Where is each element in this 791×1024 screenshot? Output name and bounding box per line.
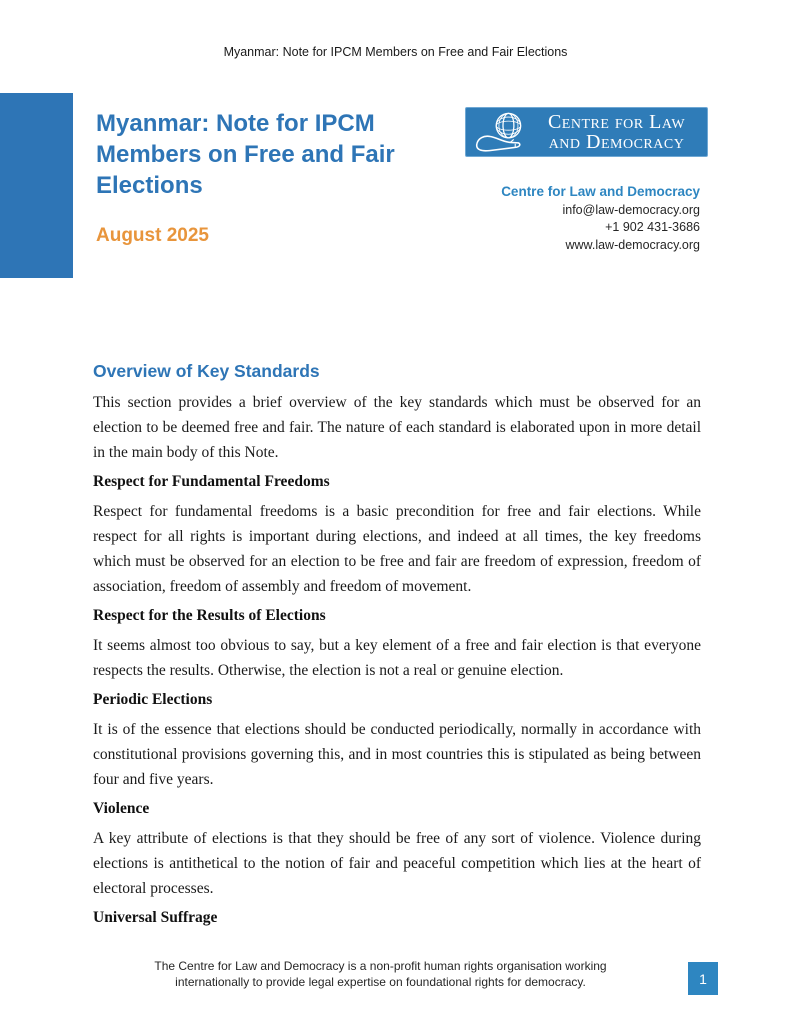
- footer-text: [93, 958, 668, 990]
- contact-email: info@law-democracy.org: [562, 202, 700, 217]
- subsection-paragraph: Respect for fundamental freedoms is a basic precondition for free and fair elections. While respect for all rights is important during elections, and indeed at all times, the key freedoms which must be observed for an election to be free and fair are freedom of expression, freedom of association, freedom of assembly and freedom of movement.: [93, 503, 701, 595]
- cld-logo: [465, 107, 708, 157]
- subsection-heading: Respect for the Results of Elections: [93, 607, 326, 624]
- contact-block: [501, 183, 700, 254]
- subsection-paragraph: It is of the essence that elections should be conducted periodically, normally in accordance with constitutional provisions governing this, and in most countries this is stipulated as being between four and five years.: [93, 721, 701, 788]
- doc-date: August 2025: [96, 225, 209, 246]
- running-header: Myanmar: Note for IPCM Members on Free and Fair Elections: [223, 45, 568, 59]
- subsection-heading: Respect for Fundamental Freedoms: [93, 473, 330, 490]
- section-title: Overview of Key Standards: [93, 361, 320, 381]
- page-title: Myanmar: Note for IPCM Members on Free and Fair Elections: [96, 110, 395, 199]
- title-block: [96, 108, 408, 247]
- logo-wordmark: [532, 112, 701, 152]
- contact-website: www.law-democracy.org: [565, 237, 700, 252]
- footer-line-1: The Centre for Law and Democracy is a non-profit human rights organisation working: [154, 959, 607, 973]
- accent-bar: [0, 93, 73, 278]
- globe-hand-icon: [474, 110, 532, 154]
- footer-line-2: internationally to provide legal expertise on foundational rights for democracy.: [175, 975, 586, 989]
- main-content: [93, 360, 701, 935]
- contact-org-name: Centre for Law and Democracy: [501, 184, 700, 199]
- subsection-paragraph: It seems almost too obvious to say, but a key element of a free and fair election is that everyone respects the results. Otherwise, the election is not a real or genuine election.: [93, 637, 701, 679]
- subsection-heading: Violence: [93, 800, 150, 817]
- subsection-heading: Periodic Elections: [93, 691, 213, 708]
- intro-paragraph: This section provides a brief overview of the key standards which must be observed for an election to be deemed free and fair. The nature of each standard is elaborated upon in more detail in the main body of this Note.: [93, 394, 701, 461]
- contact-phone: +1 902 431-3686: [605, 220, 700, 234]
- subsection-paragraph: A key attribute of elections is that they should be free of any sort of violence. Violence during elections is antithetical to the notion of fair and peaceful competition which lies at the heart of electoral processes.: [93, 830, 701, 897]
- subsection-heading: Universal Suffrage: [93, 909, 218, 926]
- logo-line-2: and Democracy: [548, 131, 685, 153]
- page-number-badge: 1: [688, 962, 718, 995]
- logo-line-1: Centre for Law: [547, 111, 686, 133]
